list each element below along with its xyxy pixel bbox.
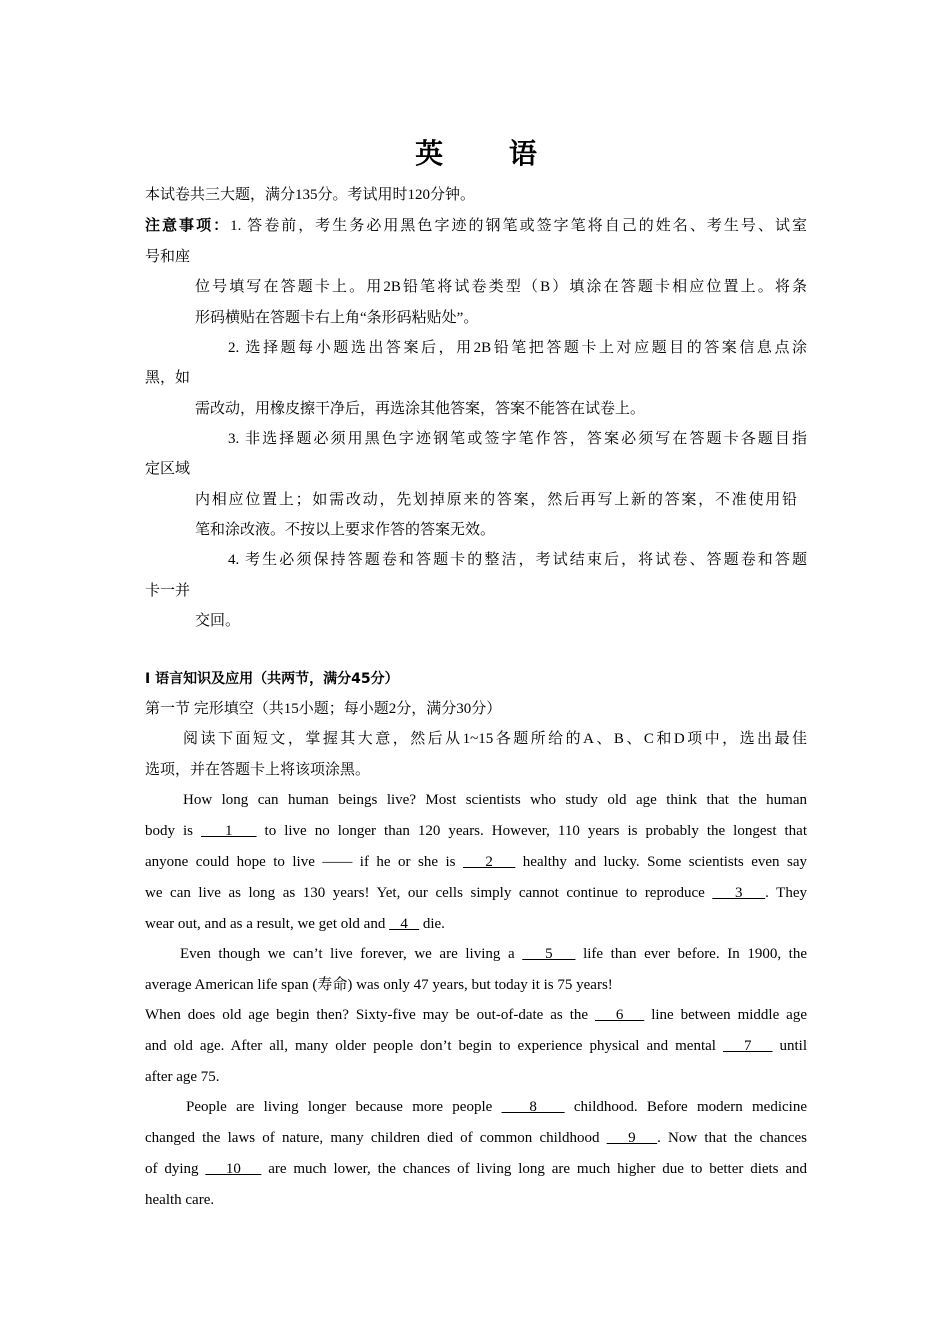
notice-line-1b: 号和座 xyxy=(145,249,191,265)
passage-line: anyone could hope to live —— if he or she is 2 healthy and lucky. Some scientists even say xyxy=(145,854,808,870)
blank-9: 9 xyxy=(606,1130,658,1146)
passage-line: When does old age begin then? Sixty-five may be out-of-date as the 6 line between middle age xyxy=(145,1007,807,1023)
blank-3: 3 xyxy=(712,885,766,901)
page-title: 英 语 xyxy=(415,137,565,170)
passage-line: after age 75. xyxy=(145,1069,220,1085)
instruction-line-2: 选项，并在答题卡上将该项涂黑。 xyxy=(145,762,371,778)
blank-4: 4 xyxy=(389,916,420,932)
notice-line-6b: 定区域 xyxy=(145,461,191,477)
blank-7: 7 xyxy=(722,1038,773,1054)
passage-line: wear out, and as a result, we get old and 4 die. xyxy=(145,916,445,932)
passage-line: and old age. After all, many older people don’t begin to experience physical and mental 7 until xyxy=(145,1038,807,1054)
blank-8: 8 xyxy=(501,1099,565,1115)
passage-line: Even though we can’t live forever, we are living a 5 life than ever before. In 1900, the xyxy=(180,946,808,962)
exam-intro: 本试卷共三大题，满分135分。考试用时120分钟。 xyxy=(145,187,476,203)
passage-line: we can live as long as 130 years! Yet, our cells simply cannot continue to reproduce 3 . They xyxy=(145,885,808,901)
passage-line: How long can human beings live? Most scientists who study old age think that the human xyxy=(183,792,807,808)
notice-label: 注意事项： xyxy=(145,218,231,234)
notice-line-4b: 黑，如 xyxy=(145,370,191,386)
passage-line: health care. xyxy=(145,1192,215,1208)
notice-line-8: 笔和涂改液。不按以上要求作答的答案无效。 xyxy=(195,522,496,538)
blank-2: 2 xyxy=(462,854,516,870)
blank-1: 1 xyxy=(201,823,257,839)
instruction-line-1: 阅读下面短文，掌握其大意，然后从1~15各题所给的A、B、C和D项中，选出最佳 xyxy=(183,731,807,747)
notice-line-10: 交回。 xyxy=(195,613,241,629)
blank-5: 5 xyxy=(522,946,576,962)
passage-line: average American life span (寿命) was only 47 years, but today it is 75 years! xyxy=(145,977,613,993)
notice-line-7: 内相应位置上；如需改动，先划掉原来的答案，然后再写上新的答案，不准使用铅 xyxy=(195,492,797,508)
notice-line-3: 形码横贴在答题卡右上角“条形码粘贴处”。 xyxy=(195,310,479,326)
notice-line-6: 3. 非选择题必须用黑色字迹钢笔或签字笔作答，答案必须写在答题卡各题目指 xyxy=(228,431,807,447)
passage-line: body is 1 to live no longer than 120 years. However, 110 years is probably the longest that xyxy=(145,823,807,839)
passage-line: changed the laws of nature, many children died of common childhood 9 . Now that the chances xyxy=(145,1130,808,1146)
notice-line-4: 2. 选择题每小题选出答案后，用2B铅笔把答题卡上对应题目的答案信息点涂 xyxy=(228,340,807,356)
blank-10: 10 xyxy=(205,1161,262,1177)
section-heading: I 语言知识及应用（共两节，满分45分） xyxy=(145,671,399,687)
passage-line: People are living longer because more people 8 childhood. Before modern medicine xyxy=(186,1099,807,1115)
passage-line: of dying 10 are much lower, the chances of living long are much higher due to better diets and xyxy=(145,1161,808,1177)
notice-text: 1. 答卷前，考生务必用黑色字迹的钢笔或签字笔将自己的姓名、考生号、试室 xyxy=(230,218,807,234)
blank-6: 6 xyxy=(595,1007,645,1023)
notice-line-9b: 卡一并 xyxy=(145,583,191,599)
notice-line-9: 4. 考生必须保持答题卷和答题卡的整洁，考试结束后，将试卷、答题卷和答题 xyxy=(228,552,807,568)
notice-line-5: 需改动，用橡皮擦干净后，再选涂其他答案，答案不能答在试卷上。 xyxy=(195,401,646,417)
notice-line-2: 位号填写在答题卡上。用2B铅笔将试卷类型（B）填涂在答题卡相应位置上。将条 xyxy=(195,279,807,295)
notice-line-1 xyxy=(145,216,807,236)
part-heading: 第一节 完形填空（共15小题；每小题2分，满分30分） xyxy=(145,701,502,717)
